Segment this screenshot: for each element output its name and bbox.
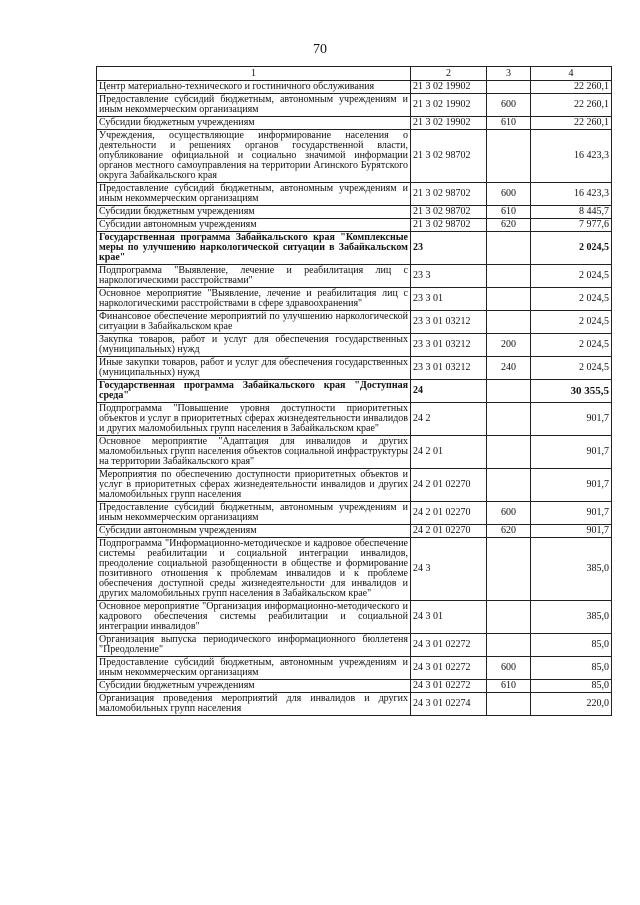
row-expense-type <box>487 693 531 716</box>
row-amount: 85,0 <box>531 657 612 680</box>
row-classification-code: 21 3 02 19902 <box>411 117 487 130</box>
row-expense-type <box>487 634 531 657</box>
row-classification-code: 21 3 02 98702 <box>411 183 487 206</box>
row-expense-type <box>487 288 531 311</box>
row-amount: 220,0 <box>531 693 612 716</box>
row-classification-code: 23 <box>411 232 487 265</box>
row-description: Предоставление субсидий бюджетным, автономным учреждениям и иным некоммерческим организациям <box>97 502 411 525</box>
table-row <box>97 288 612 311</box>
column-number-row <box>97 67 612 81</box>
row-classification-code: 24 2 <box>411 403 487 436</box>
table-row <box>97 311 612 334</box>
row-description: Мероприятия по обеспечению доступности приоритетных объектов и услуг в приоритетных сферах жизнедеятельности инвалидов и других маломобильных групп населения <box>97 469 411 502</box>
row-classification-code: 21 3 02 19902 <box>411 94 487 117</box>
row-amount: 2 024,5 <box>531 311 612 334</box>
row-description: Закупка товаров, работ и услуг для обеспечения государственных (муниципальных) нужд <box>97 334 411 357</box>
row-description: Подпрограмма "Повышение уровня доступности приоритетных объектов и услуг в приоритетных сферах жизнедеятельности инвалидов и других маломобильных групп населения в Забайкальском крае" <box>97 403 411 436</box>
row-expense-type <box>487 403 531 436</box>
row-description: Субсидии автономным учреждениям <box>97 525 411 538</box>
row-amount: 901,7 <box>531 436 612 469</box>
table-row <box>97 538 612 601</box>
row-amount: 16 423,3 <box>531 183 612 206</box>
row-description: Основное мероприятие "Адаптация для инвалидов и других маломобильных групп населения объектов социальной инфраструктуры на территории Забайкальского края" <box>97 436 411 469</box>
row-description: Организация проведения мероприятий для инвалидов и других маломобильных групп населения <box>97 693 411 716</box>
row-expense-type: 610 <box>487 117 531 130</box>
row-expense-type: 620 <box>487 525 531 538</box>
row-description: Предоставление субсидий бюджетным, автономным учреждениям и иным некоммерческим организациям <box>97 657 411 680</box>
row-classification-code: 23 3 01 03212 <box>411 357 487 380</box>
row-expense-type <box>487 130 531 183</box>
row-classification-code: 24 2 01 02270 <box>411 502 487 525</box>
row-expense-type <box>487 436 531 469</box>
row-description: Финансовое обеспечение мероприятий по улучшению наркологической ситуации в Забайкальском крае <box>97 311 411 334</box>
row-classification-code: 24 3 01 02272 <box>411 680 487 693</box>
row-expense-type <box>487 601 531 634</box>
row-classification-code: 21 3 02 98702 <box>411 206 487 219</box>
row-description: Подпрограмма "Информационно-методическое и кадровое обеспечение системы реабилитации и социальной интеграции инвалидов, преодоление социальной разобщенности в обществе и формирование позитивного отношения к проблемам инвалидов и к проблеме обеспечения доступной среды жизнедеятельности для инвалидов и других маломобильных групп населения в Забайкальском крае" <box>97 538 411 601</box>
table-row <box>97 380 612 403</box>
row-expense-type: 600 <box>487 183 531 206</box>
row-description: Центр материально-технического и гостиничного обслуживания <box>97 81 411 94</box>
row-classification-code: 24 3 01 02274 <box>411 693 487 716</box>
table-row <box>97 81 612 94</box>
row-expense-type <box>487 380 531 403</box>
row-amount: 901,7 <box>531 469 612 502</box>
row-classification-code: 24 <box>411 380 487 403</box>
table-row <box>97 601 612 634</box>
table-row <box>97 357 612 380</box>
row-expense-type: 600 <box>487 94 531 117</box>
row-classification-code: 24 2 01 <box>411 436 487 469</box>
table-row <box>97 525 612 538</box>
table-row <box>97 219 612 232</box>
row-description: Субсидии бюджетным учреждениям <box>97 680 411 693</box>
row-description: Иные закупки товаров, работ и услуг для обеспечения государственных (муниципальных) нужд <box>97 357 411 380</box>
row-expense-type: 240 <box>487 357 531 380</box>
table-row <box>97 403 612 436</box>
row-amount: 30 355,5 <box>531 380 612 403</box>
row-description: Государственная программа Забайкальского края "Доступная среда" <box>97 380 411 403</box>
row-amount: 385,0 <box>531 538 612 601</box>
row-expense-type: 610 <box>487 680 531 693</box>
column-number: 3 <box>487 67 531 81</box>
row-description: Субсидии автономным учреждениям <box>97 219 411 232</box>
row-amount: 2 024,5 <box>531 357 612 380</box>
row-amount: 2 024,5 <box>531 288 612 311</box>
row-classification-code: 24 2 01 02270 <box>411 469 487 502</box>
row-amount: 7 977,6 <box>531 219 612 232</box>
table-row <box>97 693 612 716</box>
row-expense-type <box>487 81 531 94</box>
row-classification-code: 24 2 01 02270 <box>411 525 487 538</box>
row-classification-code: 23 3 01 <box>411 288 487 311</box>
row-description: Субсидии бюджетным учреждениям <box>97 206 411 219</box>
row-amount: 22 260,1 <box>531 81 612 94</box>
row-expense-type <box>487 265 531 288</box>
row-amount: 901,7 <box>531 403 612 436</box>
row-expense-type: 600 <box>487 657 531 680</box>
table-row <box>97 232 612 265</box>
row-description: Государственная программа Забайкальского края "Комплексные меры по улучшению наркологической ситуации в Забайкальском крае" <box>97 232 411 265</box>
row-amount: 22 260,1 <box>531 117 612 130</box>
row-expense-type <box>487 469 531 502</box>
row-description: Предоставление субсидий бюджетным, автономным учреждениям и иным некоммерческим организациям <box>97 183 411 206</box>
row-classification-code: 24 3 01 02272 <box>411 657 487 680</box>
table-row <box>97 657 612 680</box>
row-description: Учреждения, осуществляющие информирование населения о деятельности и решениях органов государственной власти, опубликование официальной и социально значимой информации органов местного самоуправления на территории Агинского Бурятского округа Забайкальского края <box>97 130 411 183</box>
column-number: 4 <box>531 67 612 81</box>
table-row <box>97 634 612 657</box>
row-description: Основное мероприятие "Выявление, лечение и реабилитация лиц с наркологическими расстройствами в сфере здравоохранения" <box>97 288 411 311</box>
table-row <box>97 436 612 469</box>
budget-table-body <box>97 67 612 716</box>
row-classification-code: 21 3 02 98702 <box>411 219 487 232</box>
row-expense-type <box>487 232 531 265</box>
column-number: 2 <box>411 67 487 81</box>
row-classification-code: 23 3 01 03212 <box>411 334 487 357</box>
row-amount: 8 445,7 <box>531 206 612 219</box>
table-row <box>97 680 612 693</box>
table-row <box>97 117 612 130</box>
column-number: 1 <box>97 67 411 81</box>
row-classification-code: 24 3 01 02272 <box>411 634 487 657</box>
row-amount: 22 260,1 <box>531 94 612 117</box>
row-description: Организация выпуска периодического информационного бюллетеня "Преодоление" <box>97 634 411 657</box>
table-row <box>97 502 612 525</box>
row-expense-type: 200 <box>487 334 531 357</box>
table-row <box>97 206 612 219</box>
row-amount: 901,7 <box>531 525 612 538</box>
table-row <box>97 183 612 206</box>
page-number: 70 <box>313 42 327 57</box>
row-amount: 85,0 <box>531 634 612 657</box>
row-expense-type <box>487 538 531 601</box>
row-expense-type: 600 <box>487 502 531 525</box>
row-expense-type: 620 <box>487 219 531 232</box>
table-row <box>97 130 612 183</box>
row-amount: 16 423,3 <box>531 130 612 183</box>
budget-table <box>96 66 612 716</box>
row-classification-code: 23 3 01 03212 <box>411 311 487 334</box>
row-classification-code: 21 3 02 98702 <box>411 130 487 183</box>
row-description: Подпрограмма "Выявление, лечение и реабилитация лиц с наркологическими расстройствами" <box>97 265 411 288</box>
row-amount: 2 024,5 <box>531 232 612 265</box>
row-classification-code: 24 3 01 <box>411 601 487 634</box>
row-description: Основное мероприятие "Организация информационно-методического и кадрового обеспечения системы реабилитации и социальной интеграции инвалидов" <box>97 601 411 634</box>
row-amount: 2 024,5 <box>531 265 612 288</box>
row-amount: 385,0 <box>531 601 612 634</box>
row-amount: 2 024,5 <box>531 334 612 357</box>
row-classification-code: 24 3 <box>411 538 487 601</box>
row-expense-type: 610 <box>487 206 531 219</box>
row-expense-type <box>487 311 531 334</box>
row-description: Субсидии бюджетным учреждениям <box>97 117 411 130</box>
row-amount: 901,7 <box>531 502 612 525</box>
row-amount: 85,0 <box>531 680 612 693</box>
table-row <box>97 265 612 288</box>
row-classification-code: 23 3 <box>411 265 487 288</box>
table-row <box>97 469 612 502</box>
table-row <box>97 94 612 117</box>
table-row <box>97 334 612 357</box>
row-classification-code: 21 3 02 19902 <box>411 81 487 94</box>
row-description: Предоставление субсидий бюджетным, автономным учреждениям и иным некоммерческим организациям <box>97 94 411 117</box>
